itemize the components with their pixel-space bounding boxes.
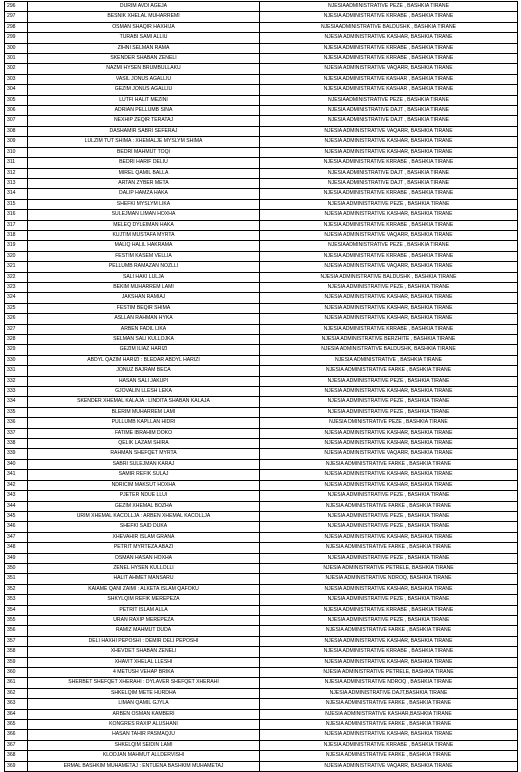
row-number-cell: 344 — [5, 501, 28, 511]
table-row — [5, 730, 518, 740]
location-cell: NJESIA ADMINISTRATIVE PEZE , BASHKIA TIRANE — [260, 491, 518, 501]
location-cell: NJESIA ADMINISTRATIVE VAQARR, BASHKIA TIRANE — [260, 64, 518, 74]
table-row — [5, 470, 518, 480]
name-cell: 4 METUSH VEHAP BRIKA — [28, 668, 260, 678]
location-cell: NJESIA ADMINISTRATIVE PEZE , BASHKIA TIRANE — [260, 553, 518, 563]
row-number-cell: 302 — [5, 64, 28, 74]
row-number-cell: 327 — [5, 324, 28, 334]
table-row — [5, 491, 518, 501]
table-row — [5, 480, 518, 490]
table-row — [5, 54, 518, 64]
name-cell: BEDRI MAHMUT TOQI — [28, 147, 260, 157]
row-number-cell: 304 — [5, 85, 28, 95]
table-row — [5, 584, 518, 594]
row-number-cell: 350 — [5, 563, 28, 573]
location-cell: NJESIA ADMINISTRATIVE KASHAR, BASHKIA TIRANE — [260, 210, 518, 220]
name-cell: SHKELQIM METE HURDHA — [28, 688, 260, 698]
location-cell: NJESIA ADMINISTRATIVE KASHAR, BASHKIA TIRANE — [260, 137, 518, 147]
name-cell: SHERBET SHEFQET XHERAHI : DYLAVER SHEFQET XHERAHI — [28, 678, 260, 688]
table-row — [5, 668, 518, 678]
table-row — [5, 126, 518, 136]
location-cell: NJESIA ADMINISTRATIVE KASHAR, BASHKIA TIRANE — [260, 657, 518, 667]
location-cell: NJESIA ADMINISTRATIVE VAQARR, BASHKIA TIRANE — [260, 449, 518, 459]
location-cell: NJESIA ADMINISTRATIVE PEZE , BASHKIA TIRANE — [260, 615, 518, 625]
table-row — [5, 12, 518, 22]
location-cell: NJESIA ADMINISTRATIVE DAJT , BASHKIA TIRANE — [260, 178, 518, 188]
row-number-cell: 321 — [5, 262, 28, 272]
location-cell: NJESIA ADMINISTRATIVE KASHAR , BASHKIA TIRANE — [260, 85, 518, 95]
row-number-cell: 345 — [5, 511, 28, 521]
table-row — [5, 345, 518, 355]
row-number-cell: 325 — [5, 303, 28, 313]
table-row — [5, 293, 518, 303]
row-number-cell: 317 — [5, 220, 28, 230]
name-cell: HALIT AHMET MANSARU — [28, 574, 260, 584]
table-row — [5, 74, 518, 84]
row-number-cell: 356 — [5, 626, 28, 636]
row-number-cell: 340 — [5, 459, 28, 469]
name-cell: TURABI SAMI ALLIU — [28, 33, 260, 43]
name-cell: SABRI SULEJMAN KARAJ — [28, 459, 260, 469]
location-cell: NJESIA ADMINISTRATIVE PEZE , BASHKIA TIRANE — [260, 282, 518, 292]
row-number-cell: 368 — [5, 751, 28, 761]
row-number-cell: 359 — [5, 657, 28, 667]
name-cell: XHEVAHIR ISLAM GRANA — [28, 532, 260, 542]
name-cell: MELEQ DYLEIMAN HAKA — [28, 220, 260, 230]
row-number-cell: 307 — [5, 116, 28, 126]
row-number-cell: 331 — [5, 366, 28, 376]
location-cell: NJESIA ADMINISTRATIVE BALDUSHK, BASHKIA TIRANE — [260, 345, 518, 355]
name-cell: SALI HAKI LULJA — [28, 272, 260, 282]
row-number-cell: 361 — [5, 678, 28, 688]
table-row — [5, 355, 518, 365]
name-cell: HASAN TAHIR PASMAQJU — [28, 730, 260, 740]
location-cell: NJESIA ADMINISTRATIVE PEZE , BASHKIA TIRANE — [260, 407, 518, 417]
row-number-cell: 343 — [5, 491, 28, 501]
table-row — [5, 168, 518, 178]
row-number-cell: 313 — [5, 178, 28, 188]
name-cell: SHEFKI SAID DUKA — [28, 522, 260, 532]
table-row — [5, 574, 518, 584]
table-row — [5, 407, 518, 417]
row-number-cell: 309 — [5, 137, 28, 147]
name-cell: SULEJMAN LIMAN HOXHA — [28, 210, 260, 220]
row-number-cell: 312 — [5, 168, 28, 178]
table-row — [5, 595, 518, 605]
name-cell: JAKSHAN RAMIAJ — [28, 293, 260, 303]
table-row — [5, 532, 518, 542]
table-row — [5, 511, 518, 521]
name-cell: VASIL JONUS AGALLIU — [28, 74, 260, 84]
name-cell: DELI HAXHI PEPOSHI : DEMIR DELI PEPOSHI — [28, 636, 260, 646]
row-number-cell: 297 — [5, 12, 28, 22]
location-cell: NJESIA ADMINISTRATIVE KASHAR, BASHKIA TIRANE — [260, 480, 518, 490]
location-cell: NJESIAADMINISTRATIVE PEZE , BASHKIA TIRANE — [260, 95, 518, 105]
location-cell: NJESIA ADMINISTRATIVE KRRABE , BASHKIA TIRANE — [260, 740, 518, 750]
location-cell: NJESIA ADMINISTRATIVE , BASHKIA TIRANE — [260, 355, 518, 365]
name-cell: NDRICIM MAKSUT HOXHA — [28, 480, 260, 490]
name-cell: PULLUMB KAPLLAN HIDRI — [28, 418, 260, 428]
row-number-cell: 298 — [5, 22, 28, 32]
location-cell: NJESIA ADMINISTRATIVE KRRABE , BASHKIA TIRANE — [260, 54, 518, 64]
row-number-cell: 355 — [5, 615, 28, 625]
location-cell: NJESIA DMINISTRATIVE PEZE , BASHKIA TIRANE — [260, 418, 518, 428]
name-cell: OSMAN SHAQIR HAXHIJA — [28, 22, 260, 32]
row-number-cell: 362 — [5, 688, 28, 698]
row-number-cell: 322 — [5, 272, 28, 282]
location-cell: NJESIA ADMINISTRATIVE VAQARR, BASHKIA TIRANE — [260, 761, 518, 771]
location-cell: NJESIAADMINISTRATIVE PEZE , BASHKIA TIRANE — [260, 241, 518, 251]
row-number-cell: 357 — [5, 636, 28, 646]
table-row — [5, 2, 518, 12]
row-number-cell: 326 — [5, 314, 28, 324]
location-cell: NJESIA ADMINISTRATIVE KASHAR, BASHKIA TIRANE — [260, 470, 518, 480]
name-cell: KUJTIM MUSTAFA MYRTA — [28, 230, 260, 240]
row-number-cell: 347 — [5, 532, 28, 542]
row-number-cell: 348 — [5, 543, 28, 553]
name-cell: URIM XHEMAL KACOLLJA : ARBEN XHEMAL KACOLLJA — [28, 511, 260, 521]
table-row — [5, 199, 518, 209]
location-cell: NJESIA ADMINISTRATIVE KASHAR, BASHKIA TIRANE — [260, 636, 518, 646]
table-row — [5, 501, 518, 511]
name-cell: SELMAN SALI KULLOJKA — [28, 335, 260, 345]
row-number-cell: 320 — [5, 251, 28, 261]
table-row — [5, 189, 518, 199]
location-cell: NJESIA ADMINISTRATIVE FARKE , BASHKIA TIRANE — [260, 459, 518, 469]
location-cell: NJESIA ADMINISTRATIVE KASHAR, BASHKIA TIRANE — [260, 147, 518, 157]
row-number-cell: 305 — [5, 95, 28, 105]
name-cell: PJETER NDUE LLUI — [28, 491, 260, 501]
row-number-cell: 328 — [5, 335, 28, 345]
name-cell: MALIQ HALIL HAKRAMA — [28, 241, 260, 251]
table-row — [5, 230, 518, 240]
name-cell: SHKELQIM SEIDIN LAMI — [28, 740, 260, 750]
location-cell: NJESIA ADMINISTRATIVE DAJT , BASHKIA TIRANE — [260, 106, 518, 116]
table-row — [5, 459, 518, 469]
name-cell: SKENDER XHEMAL KALAJA : LINDITA SHABAN KALAJA — [28, 397, 260, 407]
name-cell: MIREL QAMIL BALLA — [28, 168, 260, 178]
name-cell: BLERIM MUHARREM LAMI — [28, 407, 260, 417]
table-row — [5, 647, 518, 657]
row-number-cell: 360 — [5, 668, 28, 678]
location-cell: NJESIA ADMINISTRATIVE KASHAR, BASHKIA TIRANE — [260, 33, 518, 43]
name-cell: RAMIZ MAHMUT DUDA — [28, 626, 260, 636]
table-row — [5, 418, 518, 428]
name-cell: ASLLAN RAHMAN HYKA — [28, 314, 260, 324]
name-cell: SHEFKI MYSLYM LIKA — [28, 199, 260, 209]
name-cell: KLODJAN MAHMUT ALLDERVISHI — [28, 751, 260, 761]
name-cell: GEZIM ILIAZ HARIZI — [28, 345, 260, 355]
row-number-cell: 335 — [5, 407, 28, 417]
table-row — [5, 699, 518, 709]
location-cell: NJESIA ADMINISTRATIVE BERZHITE , BASHKIA TIRANE — [260, 335, 518, 345]
table-row — [5, 522, 518, 532]
table-row — [5, 220, 518, 230]
table-row — [5, 137, 518, 147]
location-cell: NJESIA ADMINISTRATIVE PETRELE, BASHKIA TIRANE — [260, 563, 518, 573]
name-cell: HASAN SALI JAKUPI — [28, 376, 260, 386]
location-cell: NJESIA ADMINISTRATIVE DAJT , BASHKIA TIRANE — [260, 168, 518, 178]
row-number-cell: 358 — [5, 647, 28, 657]
name-cell: PELLUMB RAMAZAN NOZLLI — [28, 262, 260, 272]
name-cell: ARTAN ZYBER META — [28, 178, 260, 188]
row-number-cell: 318 — [5, 230, 28, 240]
name-cell: ZIHNI SELMAN RAMA — [28, 43, 260, 53]
row-number-cell: 346 — [5, 522, 28, 532]
table-row — [5, 563, 518, 573]
row-number-cell: 311 — [5, 158, 28, 168]
table-row — [5, 366, 518, 376]
location-cell: NJESIA ADMINISTRATIVE KRRABE , BASHKIA TIRANE — [260, 251, 518, 261]
document-table-container — [4, 1, 514, 772]
row-number-cell: 306 — [5, 106, 28, 116]
table-row — [5, 262, 518, 272]
table-row — [5, 376, 518, 386]
name-cell: RAHMAN SHEFQET MYRTA — [28, 449, 260, 459]
table-row — [5, 657, 518, 667]
row-number-cell: 332 — [5, 376, 28, 386]
location-cell: NJESIA ADMINISTRATIVE VAQARR, BASHKIA TIRANE — [260, 262, 518, 272]
location-cell: NJESIA ADMINISTRATIVE FARKE , BASHKIA TIRANE — [260, 699, 518, 709]
location-cell: NJESIA ADMINISTRATIVE KASHAR, BASHKIA TIRANE — [260, 428, 518, 438]
row-number-cell: 301 — [5, 54, 28, 64]
table-row — [5, 709, 518, 719]
location-cell: NJESIA ADMINISTRATIVE PEZE , BASHKIA TIRANE — [260, 511, 518, 521]
name-cell: KONGRES RAXIP ALUSHANI — [28, 720, 260, 730]
name-cell: ADRIAN PELLUMB SINA — [28, 106, 260, 116]
location-cell: NJESIA ADMINISTRATIVE PEZE , BASHKIA TIRANE — [260, 376, 518, 386]
name-cell: ARBEN OSMAN KAMBERI — [28, 709, 260, 719]
table-row — [5, 43, 518, 53]
table-row — [5, 303, 518, 313]
location-cell: NJESIA ADMINISTRATIVE PEZE , BASHKIA TIRANE — [260, 397, 518, 407]
location-cell: NJESIA ADMINISTRATIVE FARKE , BASHKIA TIRANE — [260, 366, 518, 376]
name-cell: LIMAN QAMIL GJYLA — [28, 699, 260, 709]
row-number-cell: 363 — [5, 699, 28, 709]
row-number-cell: 316 — [5, 210, 28, 220]
location-cell: NJESIA ADMINISTRATIVE DAJT,BASHKIA TIRANE — [260, 688, 518, 698]
name-cell: PETRIT ISLAM ALLA — [28, 605, 260, 615]
table-row — [5, 22, 518, 32]
name-cell: NEXHIP ZEQIR TERATAJ — [28, 116, 260, 126]
name-cell: LULZIM TUT SHIMA : XHEMALJE MYSLYM SHIMA — [28, 137, 260, 147]
table-row — [5, 678, 518, 688]
name-cell: GEZIM JONUS AGALLIU — [28, 85, 260, 95]
row-number-cell: 334 — [5, 397, 28, 407]
table-row — [5, 636, 518, 646]
name-cell: XHEVDET SHABAN ZENELI — [28, 647, 260, 657]
table-row — [5, 751, 518, 761]
location-cell: NJESIA ADMINISTRATIVE FARKE , BASHKIA TIRANE — [260, 501, 518, 511]
name-cell: GEZIM XHEMAL BOZHA — [28, 501, 260, 511]
location-cell: NJESIA ADMINISTRATIVE KASHAR, BASHKIA TIRANE — [260, 532, 518, 542]
location-cell: NJESIA ADMINISTRATIVE FARKE , BASHKIA TIRANE — [260, 751, 518, 761]
table-row — [5, 116, 518, 126]
name-cell: KAIAME QANI ZAIMI : ALKETA ISLAM QAFOKU — [28, 584, 260, 594]
row-number-cell: 303 — [5, 74, 28, 84]
location-cell: NJESIA ADMINISTRATIVE KASHAR , BASHKIA TIRANE — [260, 74, 518, 84]
table-row — [5, 761, 518, 771]
location-cell: NJESIA ADMINISTRATIVE KASHAR, BASHKIA TIRANE — [260, 387, 518, 397]
location-cell: NJESIA ADMINISTRATIVE FARKE , BASHKIA TIRANE — [260, 543, 518, 553]
name-cell: DALIP HAMZA HAKA — [28, 189, 260, 199]
location-cell: NJESIA ADMINISTRATIVE PETRELE, BASHKIA TIRANE — [260, 668, 518, 678]
row-number-cell: 333 — [5, 387, 28, 397]
table-row — [5, 210, 518, 220]
row-number-cell: 323 — [5, 282, 28, 292]
row-number-cell: 296 — [5, 2, 28, 12]
name-cell: QELIK LAZAM SHIRA — [28, 439, 260, 449]
name-cell: ZENEL HYSEN KULLOLLI — [28, 563, 260, 573]
location-cell: NJESIA ADMINISTRATIVE VAQARR, BASHKIA TIRANE — [260, 230, 518, 240]
row-number-cell: 319 — [5, 241, 28, 251]
location-cell: NJESIA ADMINISTRATIVE KRRABE , BASHKIA TIRANE — [260, 158, 518, 168]
name-cell: PETRIT MYRTEZA ABAZI — [28, 543, 260, 553]
name-cell: SHKYLQIM REFIK MEREPEZA — [28, 595, 260, 605]
name-cell: URAN RAXIP MEREPEZA — [28, 615, 260, 625]
location-cell: NJESIA ADMINISTRATIVE KASHAR, BASHKIA TIRANE — [260, 314, 518, 324]
table-row — [5, 605, 518, 615]
row-number-cell: 299 — [5, 33, 28, 43]
table-row — [5, 178, 518, 188]
row-number-cell: 366 — [5, 730, 28, 740]
table-row — [5, 553, 518, 563]
row-number-cell: 308 — [5, 126, 28, 136]
name-cell: DURIM AVDI AGEJA — [28, 2, 260, 12]
row-number-cell: 341 — [5, 470, 28, 480]
location-cell: NJESIA ADMINISTRATIVE DAJT , BASHKIA TIRANE — [260, 116, 518, 126]
name-cell: FESTIM BEQIR SHIMA — [28, 303, 260, 313]
table-row — [5, 33, 518, 43]
table-row — [5, 272, 518, 282]
row-number-cell: 310 — [5, 147, 28, 157]
row-number-cell: 339 — [5, 449, 28, 459]
location-cell: NJESIA ADMINISTRATIVE NDROQ, BASHKIA TIRANE — [260, 574, 518, 584]
row-number-cell: 365 — [5, 720, 28, 730]
row-number-cell: 353 — [5, 595, 28, 605]
name-cell: GJOVALIN LLESH LEKA — [28, 387, 260, 397]
table-body — [5, 2, 518, 772]
name-cell: BESNIK XHELAL MUHARREMI — [28, 12, 260, 22]
name-cell: JONUZ BAJRAM BECA — [28, 366, 260, 376]
row-number-cell: 329 — [5, 345, 28, 355]
table-row — [5, 324, 518, 334]
table-row — [5, 85, 518, 95]
location-cell: NJESIA ADMINISTRATIVE KRRABE , BASHKIA TIRANE — [260, 12, 518, 22]
table-row — [5, 147, 518, 157]
location-cell: NJESIA ADMINISTRATIVE KASHAR, BASHKIA TIRANE — [260, 303, 518, 313]
row-number-cell: 342 — [5, 480, 28, 490]
row-number-cell: 336 — [5, 418, 28, 428]
table-row — [5, 543, 518, 553]
table-row — [5, 158, 518, 168]
table-row — [5, 64, 518, 74]
name-cell: BEKIM MUHARREM LAMI — [28, 282, 260, 292]
row-number-cell: 315 — [5, 199, 28, 209]
location-cell: NJESIA ADMINISTRATIVE PEZE , BASHKIA TIRANE — [260, 199, 518, 209]
table-row — [5, 449, 518, 459]
name-cell: DASHAMIR SABRI SEFERAJ — [28, 126, 260, 136]
row-number-cell: 330 — [5, 355, 28, 365]
name-cell: BEDRI HARIF DELIU — [28, 158, 260, 168]
location-cell: NJESIA ADMINISTRATIVE KASHAR, BASHKIA TIRANE — [260, 584, 518, 594]
location-cell: NJESIA ADMINISTRATIVE BALDUSHK , BASHKIA TIRANE — [260, 272, 518, 282]
row-number-cell: 324 — [5, 293, 28, 303]
name-cell: ABDYL QAZIM HARIZI : BLEDAR ABDYL HARIZI — [28, 355, 260, 365]
name-cell: FATIME IBRAHIM DOKO — [28, 428, 260, 438]
table-row — [5, 282, 518, 292]
table-row — [5, 314, 518, 324]
location-cell: NJESIAADMINISTRATIVE PEZE , BASHKIA TIRANE — [260, 2, 518, 12]
name-cell: LUTFI HALIT MEZINI — [28, 95, 260, 105]
table-row — [5, 428, 518, 438]
name-cell: NAZMI HYSEN BRUMBULLAKU — [28, 64, 260, 74]
name-cell: ERMAL BASHKIM MUHAMETAJ : ENTUENA BASHKIM MUHAMETAJ — [28, 761, 260, 771]
row-number-cell: 300 — [5, 43, 28, 53]
location-cell: NJESIA ADMINISTRATIVE NDROQ , BASHKIA TIRANE — [260, 678, 518, 688]
name-cell: SAMIR REFIK SULAJ — [28, 470, 260, 480]
row-number-cell: 314 — [5, 189, 28, 199]
location-cell: NJESIA ADMINISTRATIVE KRRABE , BASHKIA TIRANE — [260, 324, 518, 334]
location-cell: NJESIA ADMINISTRATIVE KASHAR, BASHKIA TIRANE — [260, 730, 518, 740]
table-row — [5, 106, 518, 116]
table-row — [5, 615, 518, 625]
location-cell: NJESIA ADMINISTRATIVE FARKE , BASHKIA TIRANE — [260, 720, 518, 730]
location-cell: NJESIA ADMINISTRATIVE KRRABE , BASHKIA TIRANE — [260, 647, 518, 657]
row-number-cell: 352 — [5, 584, 28, 594]
table-row — [5, 740, 518, 750]
location-cell: NJESIA ADMINISTRATIVE KRRABE , BASHKIA TIRANE — [260, 189, 518, 199]
table-row — [5, 387, 518, 397]
name-cell: XHAVIT XHELAL LLESHI — [28, 657, 260, 667]
row-number-cell: 367 — [5, 740, 28, 750]
row-number-cell: 369 — [5, 761, 28, 771]
location-cell: NJESIA ADMINISTRATIVE FARKE , BASHKIA TIRANE — [260, 626, 518, 636]
location-cell: NJESIA ADMINISTRATIVE KRRABE , BASHKIA TIRANE — [260, 220, 518, 230]
table-row — [5, 335, 518, 345]
table-row — [5, 95, 518, 105]
location-cell: NJESIA ADMINISTRATIVE VAQARR, BASHKIA TIRANE — [260, 126, 518, 136]
table-row — [5, 626, 518, 636]
name-cell: FESTIM KASEM VELLIA — [28, 251, 260, 261]
name-cell: SKENDER SHABAN ZENELI — [28, 54, 260, 64]
name-cell: OSMAN HASAN HOXHA — [28, 553, 260, 563]
table-row — [5, 720, 518, 730]
row-number-cell: 351 — [5, 574, 28, 584]
row-number-cell: 364 — [5, 709, 28, 719]
table-row — [5, 241, 518, 251]
location-cell: NJESIA ADMINISTRATIVE KASHAR, BASHKIA TIRANE — [260, 293, 518, 303]
location-cell: NJESIAADMINISTRATIVE BALDUSHK , BASHKIA TIRANE — [260, 22, 518, 32]
location-cell: NJESIA ADMINISTRATIVE KRRABE , BASHKIA TIRANE — [260, 605, 518, 615]
row-number-cell: 354 — [5, 605, 28, 615]
table-row — [5, 439, 518, 449]
table-row — [5, 397, 518, 407]
location-cell: NJESIA ADMINISTRATIVE KASHAR,BASHKIA TIRANE — [260, 709, 518, 719]
row-number-cell: 349 — [5, 553, 28, 563]
row-number-cell: 337 — [5, 428, 28, 438]
row-number-cell: 338 — [5, 439, 28, 449]
name-cell: ARBEN FADIL LIKA — [28, 324, 260, 334]
records-table — [4, 1, 518, 772]
location-cell: NJESIA ADMINISTRATIVE KRRABE , BASHKIA TIRANE — [260, 43, 518, 53]
location-cell: NJESIA ADMINISTRATIVE PEZE , BASHKIA TIRANE — [260, 522, 518, 532]
table-row — [5, 251, 518, 261]
location-cell: NJESIA ADMINISTRATIVE PEZE , BASHKIA TIRANE — [260, 595, 518, 605]
table-row — [5, 688, 518, 698]
location-cell: NJESIA ADMINISTRATIVE KASHAR, BASHKIA TIRANE — [260, 439, 518, 449]
